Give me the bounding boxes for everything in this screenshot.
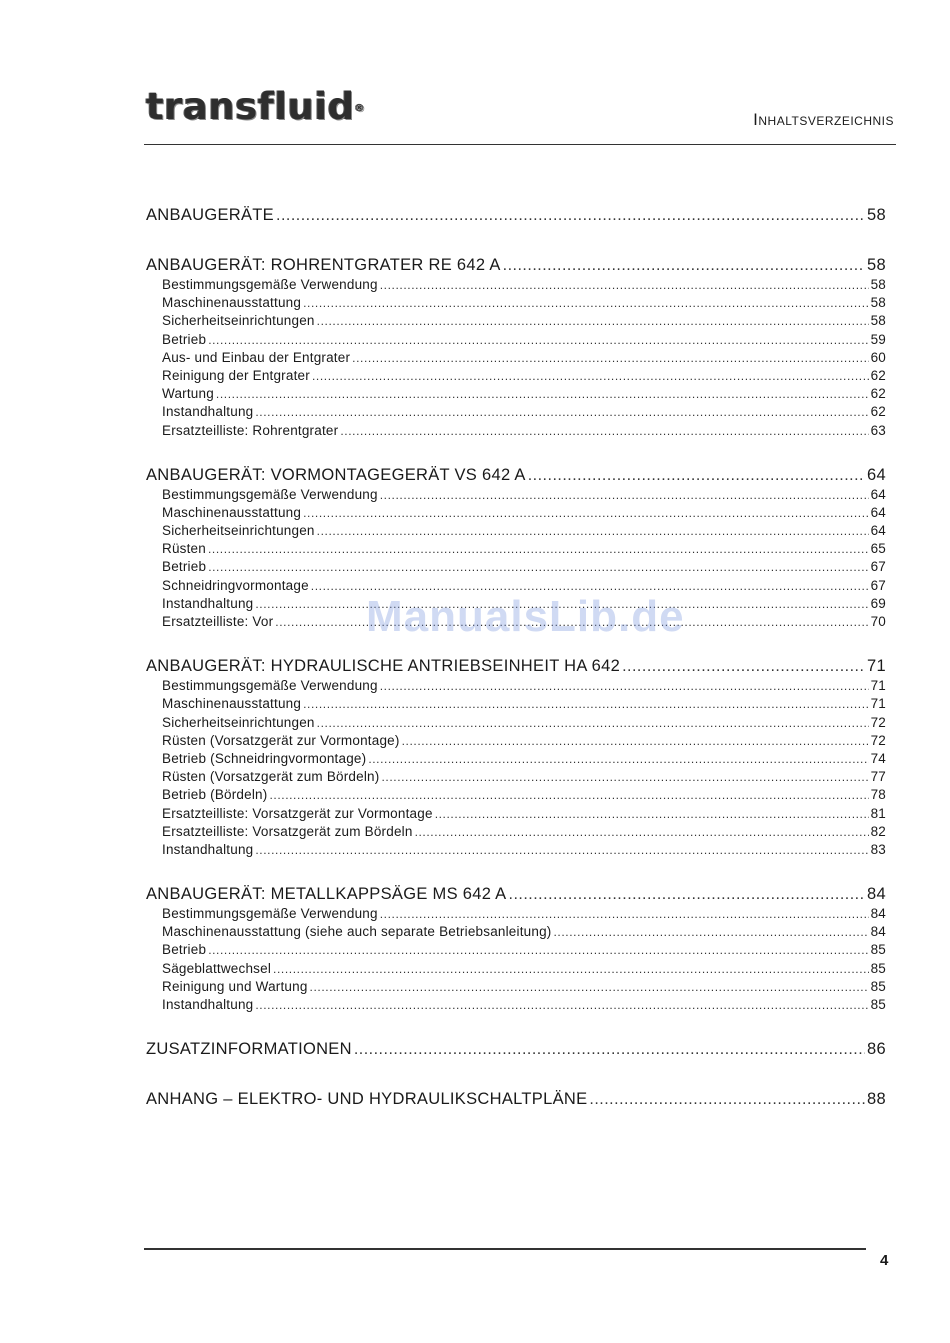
toc-leader-dots — [269, 786, 868, 804]
toc-section — [146, 464, 886, 632]
toc-entry-label: Instandhaltung — [162, 404, 254, 420]
toc-leader-dots — [381, 768, 868, 786]
toc-entry-page: 85 — [870, 960, 886, 976]
toc-heading-page: 88 — [867, 1090, 886, 1109]
toc-leader-dots — [216, 385, 869, 403]
toc-entry[interactable] — [146, 923, 886, 941]
toc-entry-page: 85 — [870, 997, 886, 1012]
toc-leader-dots — [589, 1089, 865, 1111]
toc-section — [146, 1038, 886, 1060]
toc-entry-page: 63 — [870, 422, 886, 438]
toc-entry-label: Betrieb — [162, 942, 207, 958]
toc-leader-dots — [303, 294, 868, 312]
toc-heading-page: 58 — [867, 206, 886, 224]
toc-leader-dots — [317, 312, 869, 330]
toc-leader-dots — [276, 205, 865, 227]
toc-heading-label: ANBAUGERÄTE — [146, 206, 274, 224]
toc-heading-label: ZUSATZINFORMATIONEN — [146, 1040, 352, 1059]
toc-entry[interactable] — [146, 613, 886, 631]
toc-heading-page: 84 — [867, 885, 886, 904]
toc-entry-label: Sicherheitseinrichtungen — [162, 523, 315, 539]
toc-entry-label: Bestimmungsgemäße Verwendung — [162, 678, 378, 694]
toc-leader-dots — [435, 805, 869, 823]
table-of-contents — [146, 204, 886, 1110]
toc-entry-page: 85 — [870, 942, 886, 958]
page-number: 4 — [880, 1252, 889, 1269]
toc-entry-label: Rüsten (Vorsatzgerät zur Vormontage) — [162, 732, 400, 748]
toc-entry[interactable] — [146, 540, 886, 558]
toc-heading[interactable] — [146, 1088, 886, 1110]
toc-entry-page: 62 — [870, 404, 886, 420]
toc-heading-page: 64 — [867, 465, 886, 484]
toc-entry-page: 67 — [870, 577, 886, 593]
toc-leader-dots — [255, 595, 868, 613]
toc-heading-page: 86 — [867, 1040, 886, 1059]
toc-entry-label: Reinigung und Wartung — [162, 978, 308, 994]
toc-entry-page: 72 — [870, 732, 886, 748]
toc-leader-dots — [208, 331, 868, 349]
toc-leader-dots — [554, 923, 869, 941]
toc-entry[interactable] — [146, 331, 886, 349]
toc-entry[interactable] — [146, 294, 886, 312]
toc-entry-page: 83 — [870, 841, 886, 857]
toc-leader-dots — [208, 558, 868, 576]
toc-entry-page: 59 — [870, 331, 886, 347]
toc-entry[interactable] — [146, 695, 886, 713]
toc-entry-label: Bestimmungsgemäße Verwendung — [162, 277, 378, 292]
toc-leader-dots — [622, 656, 865, 678]
toc-heading[interactable] — [146, 883, 886, 905]
toc-heading[interactable] — [146, 204, 886, 226]
toc-spacer — [146, 1060, 886, 1088]
toc-heading[interactable] — [146, 655, 886, 677]
toc-leader-dots — [312, 367, 869, 385]
toc-leader-dots — [380, 905, 869, 923]
toc-entry[interactable] — [146, 960, 886, 978]
toc-entry-page: 84 — [870, 906, 886, 922]
toc-entry-label: Reinigung der Entgrater — [162, 367, 310, 383]
toc-entry-label: Betrieb (Schneidringvormontage) — [162, 750, 367, 766]
toc-entry-label: Instandhaltung — [162, 841, 254, 857]
page-header-title: Inhaltsverzeichnis — [753, 110, 894, 129]
toc-entry[interactable] — [146, 522, 886, 540]
toc-entry[interactable] — [146, 905, 886, 923]
toc-entry-label: Ersatzteilliste: Vorsatzgerät zur Vormontage — [162, 805, 433, 821]
toc-leader-dots — [354, 1039, 865, 1061]
toc-entry[interactable] — [146, 577, 886, 595]
toc-entry-page: 58 — [870, 295, 886, 311]
toc-entry[interactable] — [146, 276, 886, 294]
toc-entry-page: 72 — [870, 714, 886, 730]
toc-leader-dots — [380, 276, 869, 294]
toc-entry-page: 71 — [870, 696, 886, 712]
toc-heading[interactable] — [146, 464, 886, 486]
toc-leader-dots — [310, 978, 869, 996]
toc-leader-dots — [352, 349, 868, 367]
toc-section — [146, 1088, 886, 1110]
toc-entry[interactable] — [146, 677, 886, 695]
toc-entry-page: 64 — [870, 486, 886, 502]
toc-entry-page: 81 — [870, 805, 886, 821]
toc-entry-page: 62 — [870, 367, 886, 383]
toc-entry[interactable] — [146, 349, 886, 367]
toc-entry[interactable] — [146, 403, 886, 421]
toc-leader-dots — [528, 465, 865, 487]
toc-entry-page: 78 — [870, 787, 886, 803]
toc-leader-dots — [255, 841, 868, 859]
toc-entry-page: 84 — [870, 924, 886, 940]
toc-entry[interactable] — [146, 385, 886, 403]
toc-entry-page: 64 — [870, 523, 886, 539]
toc-entry[interactable] — [146, 978, 886, 996]
toc-leader-dots — [303, 695, 868, 713]
toc-leader-dots — [380, 677, 869, 695]
footer-divider — [144, 1248, 866, 1250]
toc-leader-dots — [340, 422, 868, 440]
toc-entry-label: Ersatzteilliste: Vorsatzgerät zum Bördeln — [162, 823, 413, 839]
header-divider — [144, 144, 896, 145]
toc-leader-dots — [317, 522, 869, 540]
toc-heading[interactable] — [146, 254, 886, 276]
toc-entry-label: Maschinenausstattung — [162, 504, 302, 520]
toc-entry[interactable] — [146, 732, 886, 750]
toc-entry[interactable] — [146, 805, 886, 823]
toc-entry[interactable] — [146, 786, 886, 804]
toc-entry-page: 71 — [870, 678, 886, 694]
toc-spacer — [146, 631, 886, 655]
toc-entry[interactable] — [146, 486, 886, 504]
toc-entry-page: 69 — [870, 595, 886, 611]
toc-heading-label: ANBAUGERÄT: HYDRAULISCHE ANTRIEBSEINHEIT HA 642 — [146, 657, 621, 676]
toc-heading-label: ANBAUGERÄT: VORMONTAGEGERÄT VS 642 A — [146, 465, 526, 484]
toc-heading-page: 71 — [867, 657, 886, 676]
toc-leader-dots — [208, 941, 868, 959]
toc-leader-dots — [368, 750, 868, 768]
toc-entry-label: Betrieb — [162, 331, 207, 347]
toc-entry-label: Sicherheitseinrichtungen — [162, 714, 315, 730]
toc-entry-page: 62 — [870, 386, 886, 402]
watermark: ManualsLib.de — [366, 592, 685, 641]
toc-entry[interactable] — [146, 422, 886, 440]
toc-entry-label: Maschinenausstattung (siehe auch separate Betriebsanleitung) — [162, 924, 552, 940]
toc-entry-page: 74 — [870, 750, 886, 766]
toc-entry-label: Sägeblattwechsel — [162, 960, 272, 976]
toc-heading-label: ANBAUGERÄT: METALLKAPPSÄGE MS 642 A — [146, 885, 507, 904]
toc-entry[interactable] — [146, 595, 886, 613]
toc-spacer — [146, 1014, 886, 1038]
toc-entry-label: Ersatzteilliste: Vor — [162, 614, 274, 629]
toc-entry[interactable] — [146, 312, 886, 330]
toc-heading[interactable] — [146, 1038, 886, 1060]
toc-leader-dots — [509, 884, 866, 906]
toc-entry[interactable] — [146, 768, 886, 786]
toc-entry-page: 64 — [870, 504, 886, 520]
toc-section — [146, 204, 886, 226]
toc-leader-dots — [303, 504, 868, 522]
toc-entry-label: Sicherheitseinrichtungen — [162, 313, 315, 329]
toc-entry[interactable] — [146, 558, 886, 576]
toc-entry-label: Maschinenausstattung — [162, 696, 302, 712]
toc-leader-dots — [415, 823, 869, 841]
toc-leader-dots — [275, 613, 868, 631]
toc-leader-dots — [311, 577, 869, 595]
toc-entry-label: Instandhaltung — [162, 595, 254, 611]
toc-leader-dots — [255, 996, 868, 1014]
toc-entry-page: 82 — [870, 823, 886, 839]
toc-leader-dots — [208, 540, 869, 558]
toc-entry-page: 70 — [870, 614, 886, 629]
toc-leader-dots — [317, 714, 869, 732]
toc-entry[interactable] — [146, 841, 886, 859]
toc-section — [146, 655, 886, 859]
toc-entry-page: 67 — [870, 559, 886, 575]
toc-entry[interactable] — [146, 504, 886, 522]
toc-entry[interactable] — [146, 714, 886, 732]
toc-entry-label: Rüsten (Vorsatzgerät zum Bördeln) — [162, 769, 380, 785]
toc-entry-label: Aus- und Einbau der Entgrater — [162, 349, 351, 365]
toc-entry-page: 77 — [870, 769, 886, 785]
toc-leader-dots — [402, 732, 869, 750]
toc-spacer — [146, 440, 886, 464]
toc-leader-dots — [255, 403, 868, 421]
toc-entry-page: 85 — [870, 978, 886, 994]
toc-entry-label: Betrieb (Bördeln) — [162, 787, 268, 803]
toc-entry[interactable] — [146, 996, 886, 1014]
toc-entry-label: Wartung — [162, 386, 214, 402]
brand-logo: transfluid® — [146, 85, 366, 128]
toc-entry-label: Bestimmungsgemäße Verwendung — [162, 906, 378, 922]
toc-heading-label: ANBAUGERÄT: ROHRENTGRATER RE 642 A — [146, 256, 501, 274]
toc-spacer — [146, 226, 886, 254]
toc-entry-label: Instandhaltung — [162, 997, 254, 1012]
toc-entry-page: 65 — [870, 541, 886, 557]
toc-entry-label: Rüsten — [162, 541, 206, 557]
toc-leader-dots — [273, 960, 869, 978]
toc-entry[interactable] — [146, 941, 886, 959]
toc-section — [146, 883, 886, 1014]
toc-section — [146, 254, 886, 440]
toc-spacer — [146, 859, 886, 883]
toc-heading-page: 58 — [867, 256, 886, 274]
toc-entry[interactable] — [146, 823, 886, 841]
toc-leader-dots — [380, 486, 869, 504]
toc-leader-dots — [503, 255, 865, 277]
toc-entry-label: Ersatzteilliste: Rohrentgrater — [162, 422, 339, 438]
toc-entry[interactable] — [146, 367, 886, 385]
toc-heading-label: ANHANG – ELEKTRO- UND HYDRAULIKSCHALTPLÄNE — [146, 1090, 588, 1109]
toc-entry-label: Betrieb — [162, 559, 207, 575]
toc-entry-label: Schneidringvormontage — [162, 577, 309, 593]
toc-entry-label: Maschinenausstattung — [162, 295, 302, 311]
toc-entry-label: Bestimmungsgemäße Verwendung — [162, 486, 378, 502]
toc-entry-page: 60 — [870, 349, 886, 365]
toc-entry[interactable] — [146, 750, 886, 768]
toc-entry-page: 58 — [870, 277, 886, 292]
toc-entry-page: 58 — [870, 313, 886, 329]
